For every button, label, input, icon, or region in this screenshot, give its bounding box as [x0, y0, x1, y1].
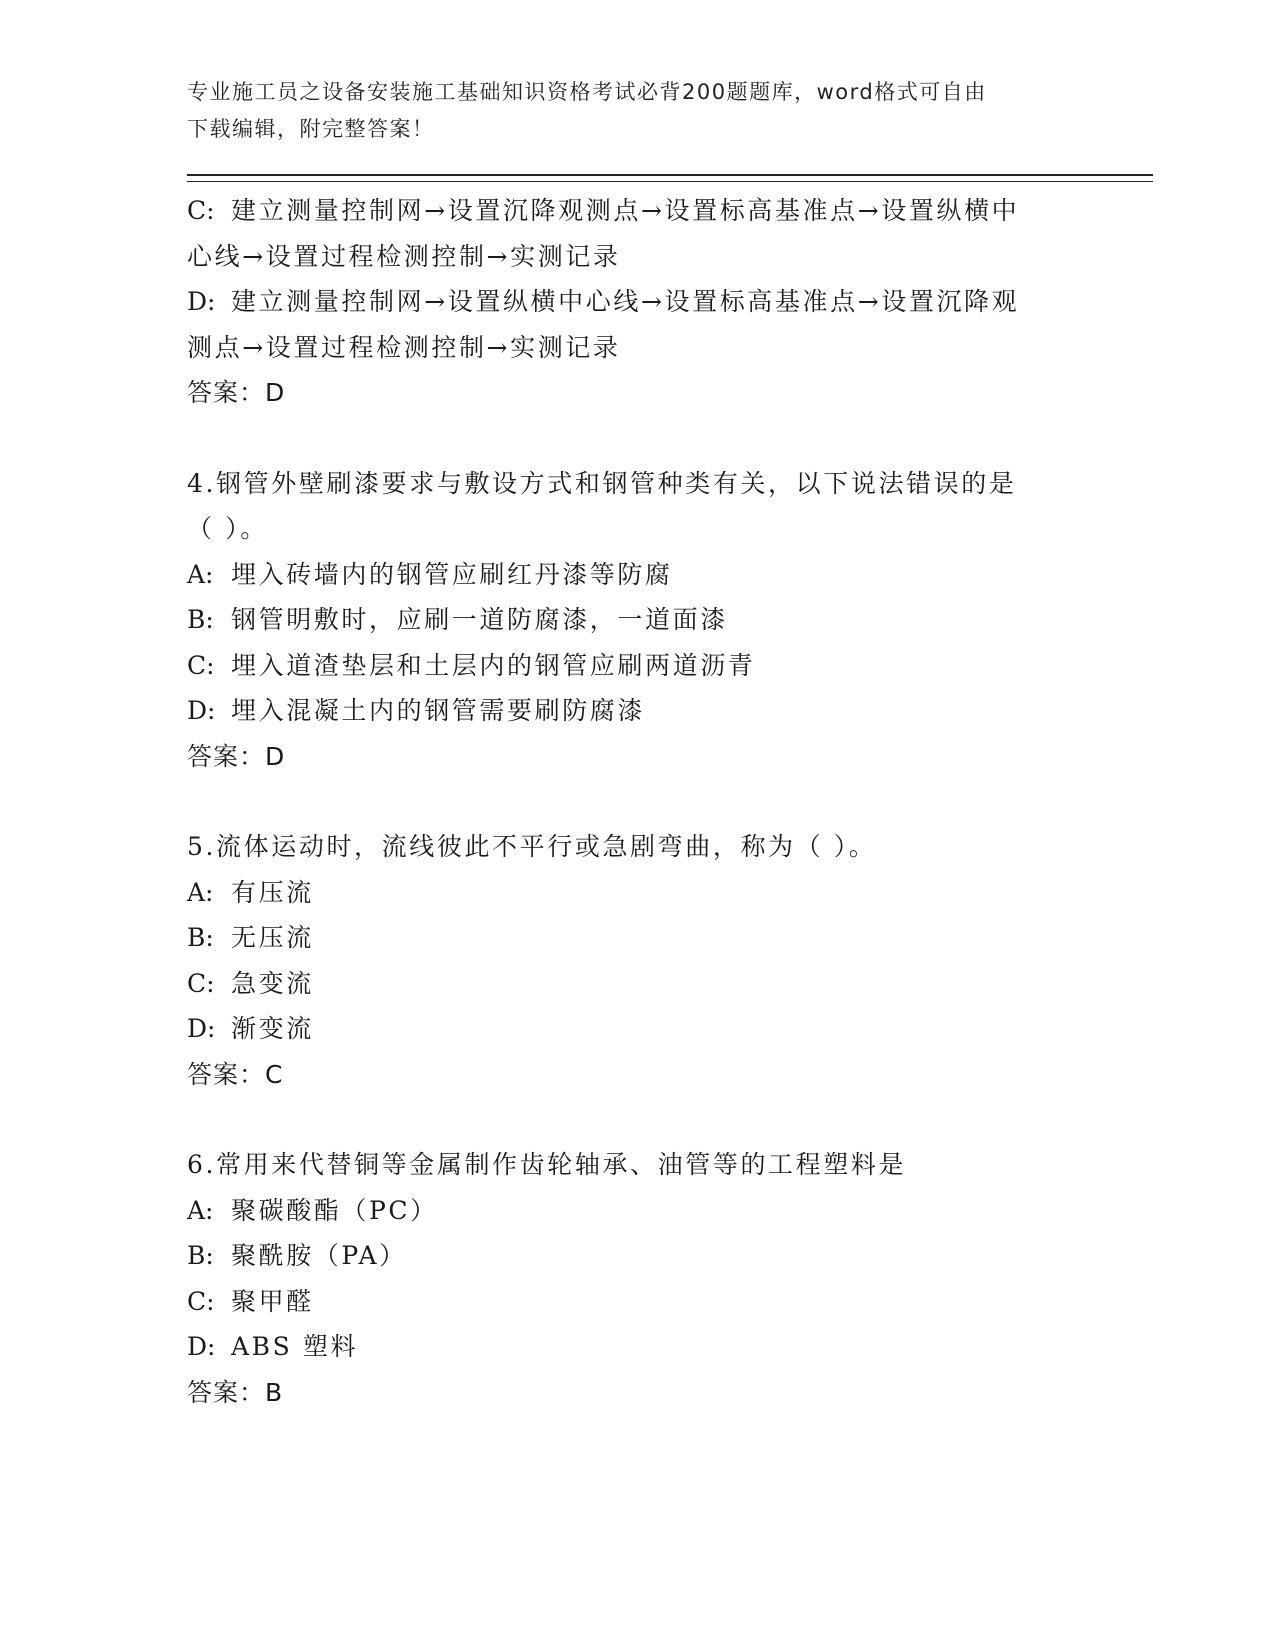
option-label: C:	[187, 968, 215, 998]
question-6	[187, 1142, 1087, 1415]
header-divider-thin	[187, 181, 1153, 182]
option-text: 建立测量控制网→设置纵横中心线→设置标高基准点→设置沉降观	[231, 287, 1020, 316]
option-label: D:	[187, 1332, 216, 1361]
option-c-continuation: 心线→设置过程检测控制→实测记录	[187, 241, 621, 271]
option-text: 建立测量控制网→设置沉降观测点→设置标高基准点→设置纵横中	[231, 196, 1020, 225]
option-text: 有压流	[231, 877, 314, 907]
question-4	[187, 461, 1087, 780]
page-header	[187, 74, 1057, 148]
option-text: 聚碳酸酯（PC）	[231, 1195, 438, 1225]
option-label: A:	[187, 559, 214, 589]
question-stem-continuation: （ ）。	[187, 514, 268, 543]
option-text: ABS 塑料	[231, 1332, 359, 1361]
option-d	[187, 1006, 1087, 1052]
option-b	[187, 597, 1087, 643]
answer: 答案：C	[187, 1059, 284, 1089]
option-c	[187, 1279, 1087, 1325]
option-label: D:	[187, 696, 216, 725]
header-line-2: 下载编辑，附完整答案！	[187, 117, 435, 141]
option-text: 埋入道渣垫层和土层内的钢管应刷两道沥青	[231, 650, 756, 680]
option-label: C:	[187, 650, 215, 680]
option-text: 聚酰胺（PA）	[231, 1241, 407, 1270]
option-a	[187, 1188, 1087, 1234]
question-stem: 6.常用来代替铜等金属制作齿轮轴承、油管等的工程塑料是	[187, 1150, 907, 1179]
option-b	[187, 1233, 1087, 1279]
question-stem: 5.流体运动时，流线彼此不平行或急剧弯曲，称为（ ）。	[187, 832, 877, 861]
option-d	[187, 1324, 1087, 1370]
question-3-continued	[187, 188, 1087, 416]
option-text: 聚甲醛	[231, 1286, 314, 1316]
option-label: B:	[187, 923, 214, 952]
option-label: C:	[187, 1286, 215, 1316]
answer: 答案：D	[187, 741, 286, 771]
answer: 答案：B	[187, 1377, 284, 1407]
option-c	[187, 188, 1087, 234]
option-text: 急变流	[231, 968, 314, 998]
option-label: A:	[187, 1195, 214, 1225]
option-label: D:	[187, 1014, 216, 1043]
option-text: 埋入混凝土内的钢管需要刷防腐漆	[231, 696, 646, 725]
option-text: 渐变流	[231, 1014, 314, 1043]
question-content	[187, 188, 1087, 1415]
header-divider-thick	[187, 174, 1153, 176]
answer: 答案：D	[187, 378, 286, 407]
option-label: B:	[187, 1241, 214, 1270]
option-text: 埋入砖墙内的钢管应刷红丹漆等防腐	[231, 559, 673, 589]
option-label: B:	[187, 605, 214, 634]
option-text: 无压流	[231, 923, 314, 952]
option-d	[187, 279, 1087, 325]
option-d-continuation: 测点→设置过程检测控制→实测记录	[187, 332, 621, 362]
option-c	[187, 643, 1087, 689]
option-c	[187, 961, 1087, 1007]
option-label: A:	[187, 877, 214, 907]
option-label: D:	[187, 287, 216, 316]
question-5	[187, 824, 1087, 1097]
option-text: 钢管明敷时，应刷一道防腐漆，一道面漆	[231, 605, 728, 634]
option-a	[187, 870, 1087, 916]
question-stem: 4.钢管外壁刷漆要求与敷设方式和钢管种类有关，以下说法错误的是	[187, 468, 1017, 498]
option-d	[187, 688, 1087, 734]
option-b	[187, 915, 1087, 961]
option-a	[187, 552, 1087, 598]
option-label: C:	[187, 196, 215, 225]
header-line-1: 专业施工员之设备安装施工基础知识资格考试必背200题题库，word格式可自由	[187, 80, 987, 104]
